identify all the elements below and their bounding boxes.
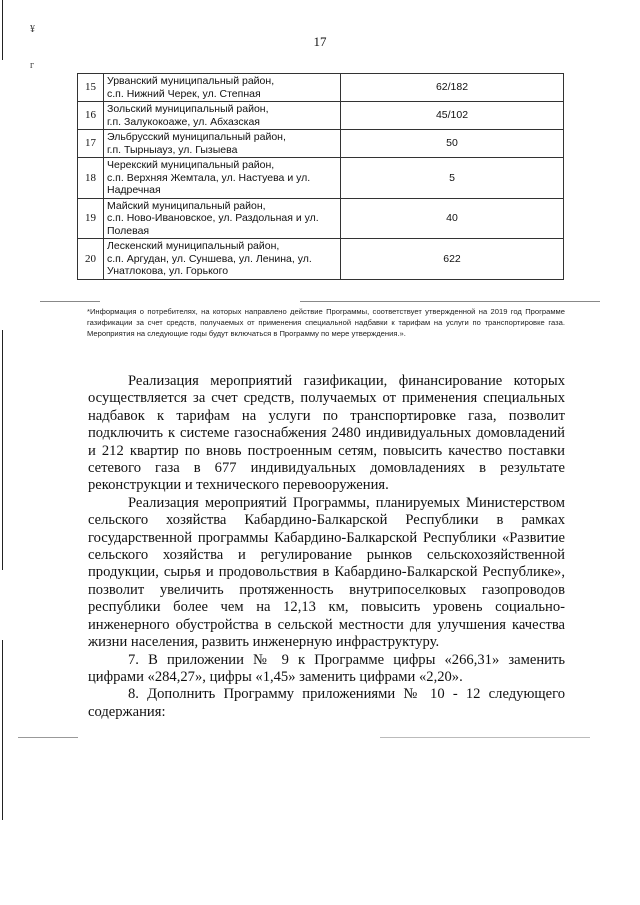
row-number: 17 [78, 130, 104, 158]
row-value: 5 [341, 158, 564, 199]
scan-mark: ¥ [30, 24, 35, 35]
row-number: 19 [78, 198, 104, 239]
table-row [78, 198, 564, 239]
table-row [78, 158, 564, 199]
table-row [78, 102, 564, 130]
row-value: 50 [341, 130, 564, 158]
body-text [88, 373, 565, 721]
table-row [78, 239, 564, 280]
page-number: 17 [313, 34, 327, 49]
paragraph: 7. В приложении № 9 к Программе цифры «266,31» заменить цифрами «284,27», цифры «1,45» заменить цифрами «2,20». [88, 651, 565, 685]
row-value: 40 [341, 198, 564, 239]
row-number: 20 [78, 239, 104, 280]
row-number: 16 [78, 102, 104, 130]
row-location: Лескенский муниципальный район, с.п. Аргудан, ул. Суншева, ул. Ленина, ул. Унатлокова, ул. Горького [104, 239, 341, 280]
table-row [78, 130, 564, 158]
row-value: 62/182 [341, 74, 564, 102]
bottom-scan-line [18, 737, 78, 738]
scan-edge-line [2, 330, 3, 570]
row-number: 18 [78, 158, 104, 199]
footnote-separator [300, 301, 600, 302]
footnote: *Информация о потребителях, на которых направлено действие Программы, соответствует утвержденной на 2019 год Программе газификации за счет средств, получаемых от применения специальной надбавки к тарифам на услуги по транспортировке газа. Мероприятия на следующие годы будут включаться в Программу по мере утверждения.». [87, 307, 565, 338]
row-location: Урванский муниципальный район, с.п. Нижний Черек, ул. Степная [104, 74, 341, 102]
row-location: Эльбрусский муниципальный район, г.п. Тырныауз, ул. Гызыева [104, 130, 341, 158]
row-location: Черекский муниципальный район, с.п. Верхняя Жемтала, ул. Настуева и ул. Надречная [104, 158, 341, 199]
scan-edge-line [2, 640, 3, 820]
scan-mark: г [30, 60, 35, 71]
row-location: Зольский муниципальный район, г.п. Залукокоаже, ул. Абхазская [104, 102, 341, 130]
row-number: 15 [78, 74, 104, 102]
footnote-separator [40, 301, 100, 302]
paragraph: 8. Дополнить Программу приложениями № 10 - 12 следующего содержания: [88, 686, 565, 720]
paragraph: Реализация мероприятий газификации, финансирование которых осуществляется за счет средств, получаемых от применения специальных надбавок к тарифам на услуги по транспортировке газа, позволит подключить к системе газоснабжения 2480 индивидуальных домовладений и 212 квартир по вновь построенным сетям, повысить качество поставки сетевого газа в 677 индивидуальных домовладениях в результате реконструкции и технического перевооружения. [88, 373, 565, 494]
table-row [78, 74, 564, 102]
row-value: 622 [341, 239, 564, 280]
scan-edge-line [2, 0, 3, 60]
consumers-table [77, 73, 564, 280]
row-location: Майский муниципальный район, с.п. Ново-Ивановское, ул. Раздольная и ул. Полевая [104, 198, 341, 239]
bottom-scan-line [380, 737, 590, 738]
row-value: 45/102 [341, 102, 564, 130]
paragraph: Реализация мероприятий Программы, планируемых Министерством сельского хозяйства Кабардино-Балкарской Республики в рамках государственной программы Кабардино-Балкарской Республики «Развитие сельского хозяйства и регулирование рынков сельскохозяйственной продукции, сырья и продовольствия в Кабардино-Балкарской Республике», позволит увеличить протяженность внутрипоселковых газопроводов республики более чем на 12,13 км, повысить уровень социально-инженерного обустройства в сельской местности для улучшения качества жизни населения, развить инженерную инфраструктуру. [88, 494, 565, 651]
